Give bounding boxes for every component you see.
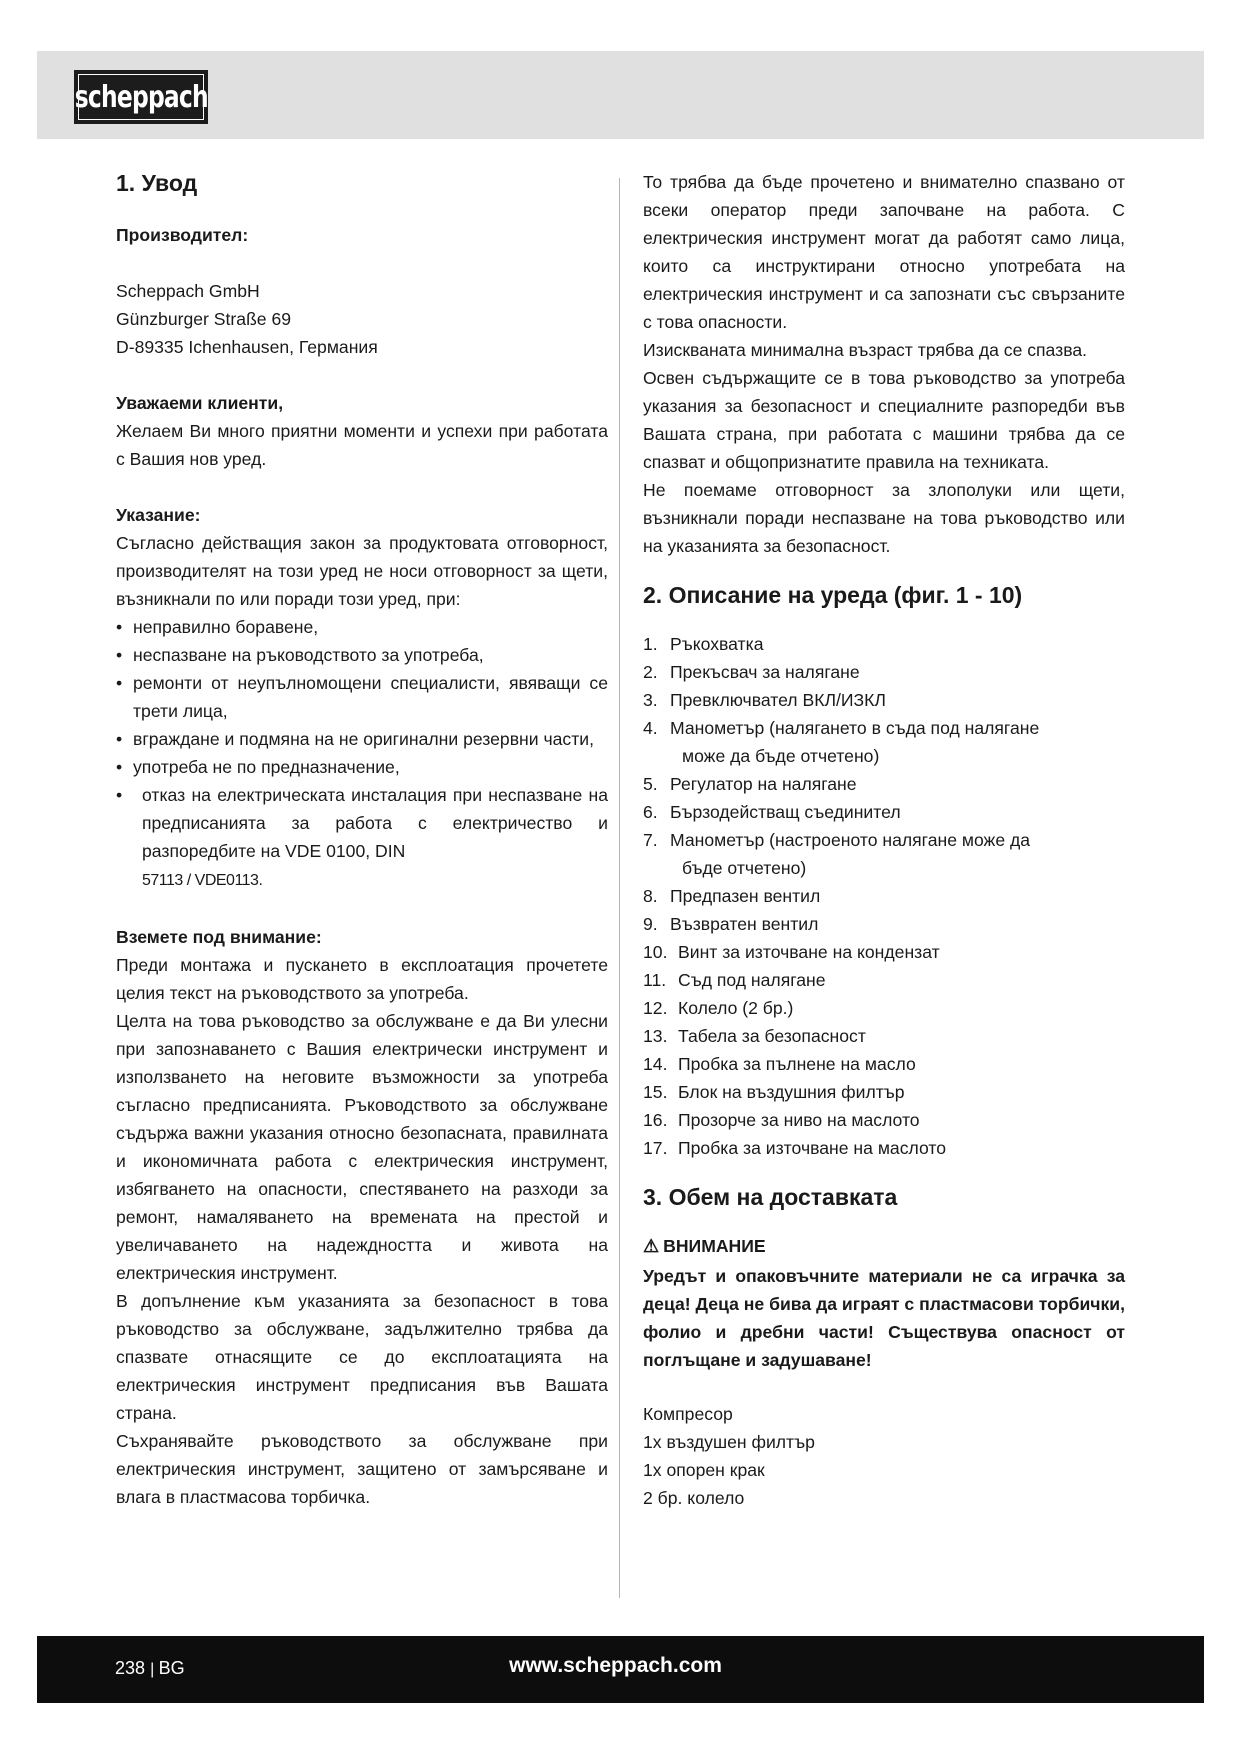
scheppach-logo (74, 70, 208, 124)
part-item (643, 882, 1125, 910)
part-item (643, 686, 1125, 714)
part-number: 10. (643, 942, 668, 962)
note-text: Съгласно действащия закон за продуктовата отговорност, производителят на този уред не носи отговорност за щети, възникнали по или поради този уред, при: (116, 533, 608, 609)
list-item (116, 781, 608, 895)
delivery-item: 2 бр. колело (643, 1488, 745, 1508)
part-number: 2. (643, 662, 658, 682)
list-item: • вграждане и подмяна на не оригинални резервни части, (116, 725, 608, 753)
list-item: • неправилно боравене, (116, 613, 608, 641)
part-number: 1. (643, 634, 658, 654)
part-label: Блок на въздушния филтър (678, 1082, 905, 1102)
list-item: • неспазване на ръководството за употреба, (116, 641, 608, 669)
page-number-value: 238 (115, 1658, 146, 1678)
delivery-item: 1x опорен крак (643, 1460, 765, 1480)
part-label: Колело (2 бр.) (678, 998, 794, 1018)
part-label: Манометър (настроеното налягане може да (670, 830, 1031, 850)
warning-heading (643, 1232, 1125, 1260)
part-item (643, 1106, 1125, 1134)
intro-paragraph: То трябва да бъде прочетено и внимателно спазвано от всеки оператор преди започване на работа. С електрическия инструмент могат да работят само лица, които са инструктирани относно употребата на електрическия инструмент и са запознати със свързаните с това опасности. (643, 172, 1125, 332)
part-item (643, 658, 1125, 686)
part-label: Превключвател ВКЛ/ИЗКЛ (670, 690, 886, 710)
part-item (643, 714, 1125, 770)
part-label: Съд под налягане (678, 970, 826, 990)
page-header (37, 51, 1204, 139)
part-item (643, 826, 1125, 882)
left-column (116, 168, 608, 1511)
attention-paragraph: Целта на това ръководство за обслужване е да Ви улесни при запознаването с Вашия електрически инструмент и използването на неговите възможности за употреба съгласно предписанията. Ръководството за обслужване съдържа важни указания относно безопасната, правилната и икономичната работа с електрическия инструмент, избягването на опасности, спестяването на разходи за ремонт, намаляването на времената на престой и увеличаването на надеждността и живота на електрическия инструмент. (116, 1011, 608, 1283)
part-number: 4. (643, 718, 658, 738)
section-2-title: 2. Описание на уреда (фиг. 1 - 10) (643, 582, 1023, 608)
intro-paragraph: Изискваната минимална възраст трябва да се спазва. (643, 340, 1088, 360)
part-label-continued: бъде отчетено) (682, 858, 807, 878)
logo-text: scheppach (74, 79, 208, 115)
parts-list (643, 630, 1125, 1162)
part-number: 12. (643, 998, 668, 1018)
part-number: 6. (643, 802, 658, 822)
column-divider (619, 178, 620, 1598)
part-number: 3. (643, 690, 658, 710)
part-label: Винт за източване на кондензат (678, 942, 940, 962)
website-link[interactable]: www.scheppach.com (509, 1654, 722, 1677)
page-footer (37, 1636, 1204, 1703)
part-item (643, 994, 1125, 1022)
part-item (643, 1134, 1125, 1162)
note-label: Указание: (116, 505, 201, 525)
attention-paragraph: Съхранявайте ръководството за обслужване при електрическия инструмент, защитено от замърсяване и влага в пластмасова торбичка. (116, 1431, 608, 1507)
part-item (643, 938, 1125, 966)
part-number: 7. (643, 830, 658, 850)
part-item (643, 770, 1125, 798)
part-item (643, 798, 1125, 826)
warning-triangle-icon: ⚠ (643, 1236, 660, 1256)
part-number: 5. (643, 774, 658, 794)
list-item: • ремонти от неупълномощени специалисти, явяващи се трети лица, (116, 669, 608, 725)
part-number: 17. (643, 1138, 668, 1158)
page-number: 238 | BG (115, 1658, 185, 1678)
part-label: Бързодействащ съединител (670, 802, 901, 822)
part-label: Пробка за пълнене на масло (678, 1054, 916, 1074)
part-label: Прекъсвач за налягане (670, 662, 860, 682)
manufacturer-label: Производител: (116, 225, 249, 245)
address-line-2: Günzburger Straße 69 (116, 309, 292, 329)
attention-paragraph: Преди монтажа и пускането в експлоатация прочетете целия текст на ръководството за употреба. (116, 955, 608, 1003)
intro-paragraph: Не поемаме отговорност за злополуки или щети, възникнали поради неспазване на това ръководство или на указанията за безопасност. (643, 480, 1125, 556)
warning-label: ВНИМАНИЕ (663, 1236, 766, 1256)
list-item: • употреба не по предназначение, (116, 753, 608, 781)
dear-customers-text: Желаем Ви много приятни моменти и успехи при работата с Вашия нов уред. (116, 421, 608, 469)
language-code: BG (158, 1658, 185, 1678)
part-item (643, 1050, 1125, 1078)
part-number: 14. (643, 1054, 668, 1074)
attention-paragraph: В допълнение към указанията за безопасност в това ръководство за обслужване, задължително трябва да спазвате отнасящите се до експлоатацията на електрическия инструмент предписания във Вашата страна. (116, 1291, 608, 1423)
part-item (643, 1078, 1125, 1106)
section-1-title: 1. Увод (116, 170, 198, 196)
part-label: Регулатор на налягане (670, 774, 857, 794)
part-label: Табела за безопасност (678, 1026, 866, 1046)
part-label-continued: може да бъде отчетено) (682, 746, 880, 766)
part-item (643, 966, 1125, 994)
part-number: 8. (643, 886, 658, 906)
part-item (643, 1022, 1125, 1050)
warning-text: Уредът и опаковъчните материали не са играчка за деца! Деца не бива да играят с пластмасови торбички, фолио и дребни части! Съществува опасност от поглъщане и задушаване! (643, 1266, 1125, 1370)
list-item-tail: 57113 / VDE0113. (142, 872, 263, 889)
part-label: Ръкохватка (670, 634, 764, 654)
address-line-3: D-89335 Ichenhausen, Германия (116, 337, 378, 357)
part-label: Предпазен вентил (670, 886, 821, 906)
part-number: 11. (643, 970, 667, 990)
list-item-text: отказ на електрическата инсталация при неспазване на предписанията за работа с електричество и разпоредбите на VDE 0100, DIN (142, 785, 608, 861)
part-item (643, 910, 1125, 938)
delivery-item: Компресор (643, 1404, 733, 1424)
part-number: 15. (643, 1082, 668, 1102)
part-label: Възвратен вентил (670, 914, 819, 934)
part-label: Пробка за източване на маслото (678, 1138, 947, 1158)
part-number: 16. (643, 1110, 668, 1130)
part-label: Манометър (налягането в съда под налягане (670, 718, 1040, 738)
delivery-item: 1x въздушен филтър (643, 1432, 815, 1452)
part-number: 9. (643, 914, 658, 934)
part-label: Прозорче за ниво на маслото (678, 1110, 920, 1130)
attention-label: Вземете под внимание: (116, 927, 322, 947)
liability-list (116, 613, 608, 895)
dear-customers-label: Уважаеми клиенти, (116, 393, 284, 413)
part-item (643, 630, 1125, 658)
right-column (643, 168, 1125, 1512)
section-3-title: 3. Обем на доставката (643, 1184, 898, 1210)
intro-paragraph: Освен съдържащите се в това ръководство за употреба указания за безопасност и специалните разпоредби във Вашата страна, при работата с машини трябва да се спазват и общопризнатите правила на техниката. (643, 368, 1125, 472)
part-number: 13. (643, 1026, 668, 1046)
address-line-1: Scheppach GmbH (116, 281, 260, 301)
